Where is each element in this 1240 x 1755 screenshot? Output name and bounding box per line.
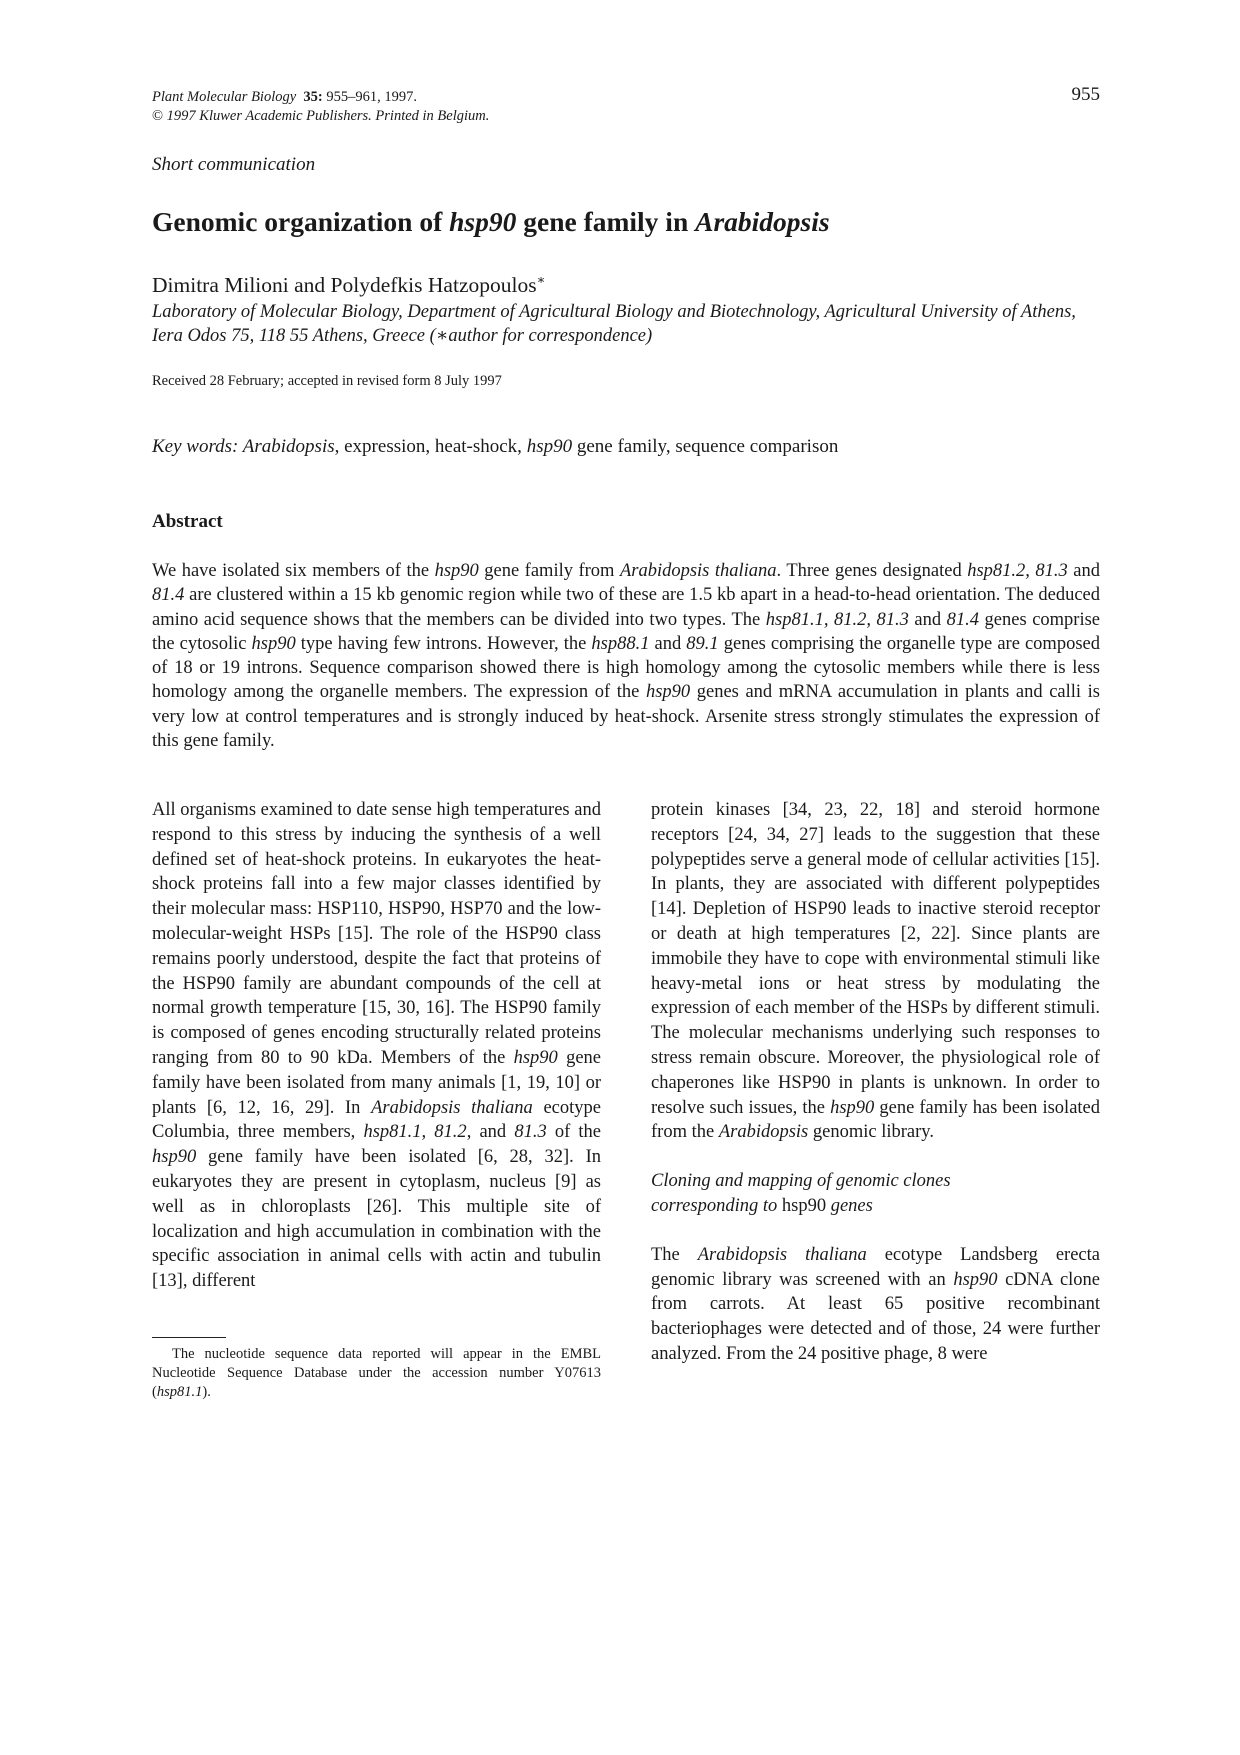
journal-volume: 35: <box>303 89 323 105</box>
received-date: Received 28 February; accepted in revised form 8 July 1997 <box>152 373 502 389</box>
copyright-line: 1997 Kluwer Academic Publishers. Printed in Belgium. <box>166 108 490 124</box>
page-number: 955 <box>1071 84 1100 105</box>
subsection-heading: Cloning and mapping of genomic clones corresponding to hsp90 genes <box>651 1171 951 1216</box>
abstract-text: We have isolated six members of the hsp90 gene family from Arabidopsis thaliana. Three genes designated hsp81.2, 81.3 and 81.4 are clustered within a 15 kb genomic region while two of these are 1.5 kb apart in a head-to-head orientation. The deduced amino acid sequence shows that the members can be divided into two types. The hsp81.1, 81.2, 81.3 and 81.4 genes comprise the cytosolic hsp90 type having few introns. However, the hsp88.1 and 89.1 genes comprising the organelle type are composed of 18 or 19 introns. Sequence comparison showed there is high homology among the cytosolic members while there is less homology among the organelle members. The expression of the hsp90 genes and mRNA accumulation in plants and calli is very low at control temperatures and is strongly induced by heat-shock. Arsenite stress strongly stimulates the expression of this gene family. <box>152 561 1101 752</box>
authors: Dimitra Milioni and Polydefkis Hatzopoulos∗ <box>152 272 546 298</box>
affiliation: Laboratory of Molecular Biology, Department of Agricultural Biology and Biotechnology, Agricultural University of Athens, Iera Odos 75, 118 55 Athens, Greece (∗author for correspondence) <box>152 302 1076 346</box>
journal-name: Plant Molecular Biology <box>152 89 297 105</box>
footnote-rule <box>152 1337 226 1338</box>
body-paragraph: The Arabidopsis thaliana ecotype Landsberg erecta genomic library was screened with an hsp90 cDNA clone from carrots. At least 65 positive recombinant bacteriophages were detected and of those, 24 were further analyzed. From the 24 positive phage, 8 were <box>651 1244 1101 1364</box>
journal-pages: 955–961, 1997. <box>326 89 418 105</box>
journal-citation <box>152 88 489 126</box>
keywords: Key words: Arabidopsis, expression, heat-shock, hsp90 gene family, sequence comparison <box>152 436 839 457</box>
footnote: The nucleotide sequence data reported will appear in the EMBL Nucleotide Sequence Database under the accession number Y07613 (hsp81.1). <box>152 1346 601 1400</box>
body-paragraph: protein kinases [34, 23, 22, 18] and steroid hormone receptors [24, 34, 27] leads to the suggestion that these polypeptides serve a general mode of cellular activities [15]. In plants, they are associated with different polypeptides [14]. Depletion of HSP90 leads to inactive steroid receptor or death at high temperatures [2, 22]. Since plants are immobile they have to cope with environmental stimuli like heavy-metal ions or heat stress by modulating the expression of each member of the HSPs by different stimuli. The molecular mechanisms underlying such responses to stress remain obscure. Moreover, the physiological role of chaperones like HSP90 in plants is unknown. In order to resolve such issues, the hsp90 gene family has been isolated from the Arabidopsis genomic library. <box>651 800 1101 1143</box>
copyright-symbol: © <box>152 108 164 124</box>
body-column-right <box>651 798 1100 1367</box>
body-column-left <box>152 798 601 1294</box>
body-paragraph: All organisms examined to date sense high temperatures and respond to this stress by inducing the synthesis of a well defined set of heat-shock proteins. In eukaryotes the heat-shock proteins fall into a few major classes identified by their molecular mass: HSP110, HSP90, HSP70 and the low-molecular-weight HSPs [15]. The role of the HSP90 class remains poorly understood, despite the fact that proteins of the HSP90 family are abundant compounds of the cell at normal growth temperature [15, 30, 16]. The HSP90 family is composed of genes encoding structurally related proteins ranging from 80 to 90 kDa. Members of the hsp90 gene family have been isolated from many animals [1, 19, 10] or plants [6, 12, 16, 29]. In Arabidopsis thaliana ecotype Columbia, three members, hsp81.1, 81.2, and 81.3 of the hsp90 gene family have been isolated [6, 28, 32]. In eukaryotes they are present in cytoplasm, nucleus [9] as well as in chloroplasts [26]. This multiple site of localization and high accumulation in combination with the specific association in animal cells with actin and tubulin [13], different <box>152 800 602 1292</box>
abstract-heading: Abstract <box>152 511 223 532</box>
section-label: Short communication <box>152 154 316 175</box>
paper-title: Genomic organization of hsp90 gene family in Arabidopsis <box>152 206 830 237</box>
